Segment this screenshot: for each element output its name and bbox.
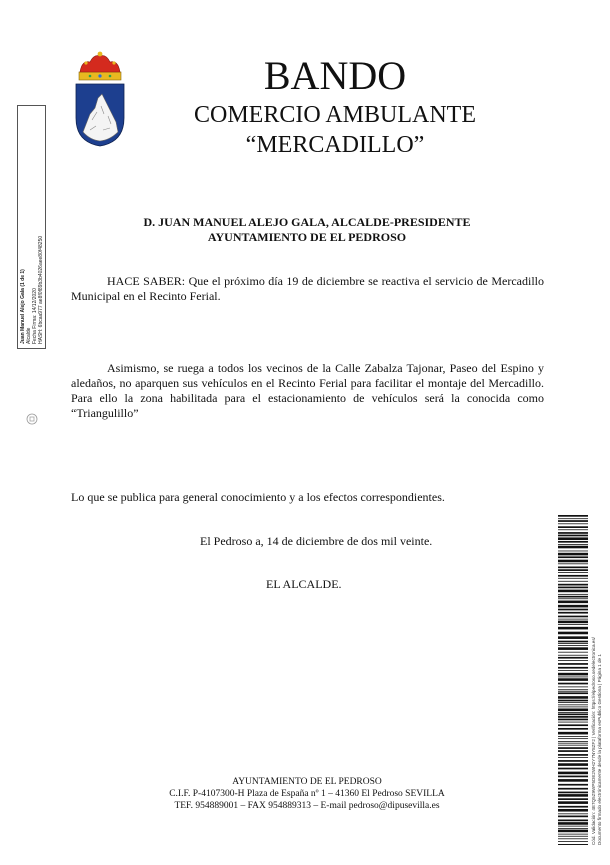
barcode <box>558 515 588 845</box>
paragraph-closing: Lo que se publica para general conocimiento y a los efectos correspondientes. <box>71 490 445 504</box>
footer-line1: AYUNTAMIENTO DE EL PEDROSO <box>232 777 382 787</box>
document-subtitle-line2: “MERCADILLO” <box>245 132 425 158</box>
signature-signer: Juan Manuel Alejo Gala (1 de 1) <box>20 269 26 344</box>
footer-address <box>70 776 544 812</box>
signer-title: EL ALCALDE. <box>266 577 342 591</box>
paragraph-parking <box>71 361 544 421</box>
footer-line2: C.I.F. P-4107300-H Plaza de España nº 1 – 41360 El Pedroso SEVILLA <box>169 789 445 799</box>
signature-text <box>20 108 44 344</box>
paragraph-announcement-text: HACE SABER: Que el próximo día 19 de diciembre se reactiva el servicio de Mercadillo Municipal en el Recinto Ferial. <box>71 274 544 303</box>
signature-hash: HASH: 6bcaa977 ae8f0f89b3b4026aee80f48250 <box>38 235 44 344</box>
electronic-signature-box <box>17 105 46 349</box>
issuer-entity: AYUNTAMIENTO DE EL PEDROSO <box>207 230 407 244</box>
coat-of-arms-logo <box>70 50 130 150</box>
document-title: BANDO <box>263 53 407 98</box>
document-subtitle-line1: COMERCIO AMBULANTE <box>193 102 476 128</box>
verification-line2: Documento firmado electrónicamente desde la plataforma esPublico Gestiona | Página 1 de 1 <box>596 654 602 845</box>
paragraph-parking-text: Asimismo, se ruega a todos los vecinos de la Calle Zabalza Tajonar, Paseo del Espino y aledaños, no aparquen sus vehículos en el Recinto Ferial para facilitar el montaje del Mercadillo. Para ello la zona habilitada para el estacionamiento de vehículos será la conocida como “Triangulillo” <box>71 361 544 420</box>
verification-text <box>591 515 602 845</box>
signature-date: Fecha Firma: 14/12/2020 <box>32 288 38 344</box>
signature-role: Alcalde <box>26 327 32 344</box>
footer-line3: TEF. 954889001 – FAX 954889313 – E-mail pedroso@dipusevilla.es <box>174 801 440 811</box>
signature-seal-icon <box>26 413 38 425</box>
verification-line1: Cód. Validación: 4E7Q5Z9WP5DE2WH2Y7NY8ZF2 | Verificación: https://elpedroso.sedelectronica.es/ <box>591 637 596 845</box>
paragraph-announcement <box>71 274 544 304</box>
issuer-block <box>70 215 544 245</box>
place-date: El Pedroso a, 14 de diciembre de dos mil veinte. <box>200 534 433 548</box>
issuer-name: D. JUAN MANUEL ALEJO GALA, ALCALDE-PRESIDENTE <box>143 215 471 229</box>
